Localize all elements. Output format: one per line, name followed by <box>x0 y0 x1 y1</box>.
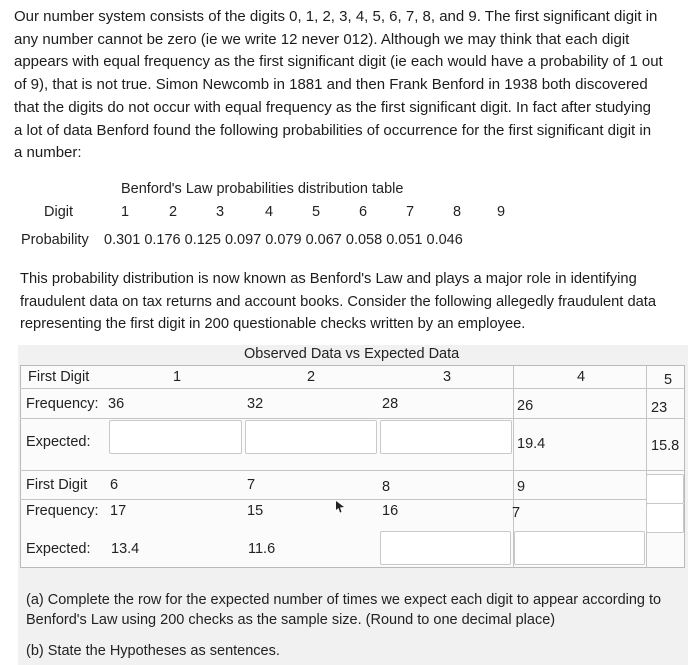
frequency-value: 7 <box>512 505 521 521</box>
frequency-value: 16 <box>382 503 399 519</box>
question-b: (b) State the Hypotheses as sentences. <box>26 643 280 659</box>
intro-line: that the digits do not occur with equal frequency as the first significant digit. In fact after studying <box>14 98 652 116</box>
frequency-value: 15 <box>247 503 264 519</box>
first-digit-label: First Digit <box>28 369 90 385</box>
expected-value: 19.4 <box>517 436 546 452</box>
benford-digit-label: Digit <box>44 204 74 220</box>
expected-value: 15.8 <box>651 438 680 454</box>
frequency-label: Frequency: <box>26 503 99 519</box>
benford-digit: 9 <box>497 204 506 220</box>
digit-header: 3 <box>443 369 452 385</box>
frequency-label: Frequency: <box>26 396 99 412</box>
middle-line: This probability distribution is now known as Benford's Law and plays a major role in identifying <box>20 271 637 287</box>
digit-header: 4 <box>577 369 586 385</box>
mouse-cursor-icon <box>334 500 346 514</box>
frequency-value: 28 <box>382 396 399 412</box>
frequency-value: 36 <box>108 396 125 412</box>
intro-line: a number: <box>14 144 82 162</box>
expected-label: Expected: <box>26 434 91 450</box>
frequency-value: 17 <box>110 503 127 519</box>
digit-header: 8 <box>382 479 391 495</box>
intro-line: of 9), that is not true. Simon Newcomb in 1881 and then Frank Benford in 1938 both discovered <box>14 76 648 94</box>
benford-probabilities: 0.301 0.176 0.125 0.097 0.079 0.067 0.058 0.051 0.046 <box>104 232 463 248</box>
expected-input-digit-9-frequency-cell[interactable] <box>646 503 684 533</box>
intro-line: Our number system consists of the digits 0, 1, 2, 3, 4, 5, 6, 7, 8, and 9. The first significant digit in <box>14 8 658 25</box>
expected-input-digit-9[interactable] <box>514 531 645 565</box>
first-digit-label: First Digit <box>26 477 88 493</box>
benford-digit: 6 <box>359 204 368 220</box>
benford-digit: 4 <box>265 204 274 220</box>
question-a-line-2: Benford's Law using 200 checks as the sample size. (Round to one decimal place) <box>26 612 556 628</box>
digit-header: 5 <box>664 372 673 388</box>
intro-line: a lot of data Benford found the following probabilities of occurrence for the first significant digit in <box>14 121 652 139</box>
benford-table-title: Benford's Law probabilities distribution table <box>121 181 404 197</box>
frequency-value: 23 <box>651 400 668 416</box>
expected-value: 13.4 <box>111 541 140 557</box>
middle-line: fraudulent data on tax returns and account books. Consider the following allegedly fraudulent data <box>20 293 657 310</box>
intro-line: any number cannot be zero (ie we write 12 never 012). Although we may think that each digit <box>14 30 630 48</box>
expected-input-digit-5[interactable] <box>646 474 684 504</box>
expected-input-digit-3[interactable] <box>380 420 512 454</box>
expected-input-digit-2[interactable] <box>245 420 377 454</box>
intro-line: appears with equal frequency as the first significant digit (ie each would have a probability of 1 out <box>14 53 663 71</box>
expected-value: 11.6 <box>248 541 276 557</box>
digit-header: 9 <box>517 479 526 495</box>
benford-digit: 7 <box>406 204 415 220</box>
digit-header: 7 <box>247 477 256 493</box>
digit-header: 1 <box>173 369 182 385</box>
benford-digit: 8 <box>453 204 462 220</box>
frequency-value: 32 <box>247 396 264 412</box>
expected-input-digit-1[interactable] <box>109 420 242 454</box>
frequency-value: 26 <box>517 398 534 414</box>
benford-digit: 5 <box>312 204 321 220</box>
middle-line: representing the first digit in 200 questionable checks written by an employee. <box>20 316 526 333</box>
digit-header: 2 <box>307 369 316 385</box>
digit-header: 6 <box>110 477 119 493</box>
benford-probability-label: Probability <box>21 232 89 248</box>
observed-table-title: Observed Data vs Expected Data <box>244 346 460 362</box>
expected-label: Expected: <box>26 541 91 557</box>
expected-input-digit-8[interactable] <box>380 531 511 565</box>
benford-digit: 1 <box>121 204 130 220</box>
middle-paragraph <box>20 268 656 336</box>
benford-digit: 3 <box>216 204 225 220</box>
intro-paragraph <box>14 6 663 165</box>
benford-digit: 2 <box>169 204 178 220</box>
question-a-line-1: (a) Complete the row for the expected number of times we expect each digit to appear according to <box>26 592 662 608</box>
